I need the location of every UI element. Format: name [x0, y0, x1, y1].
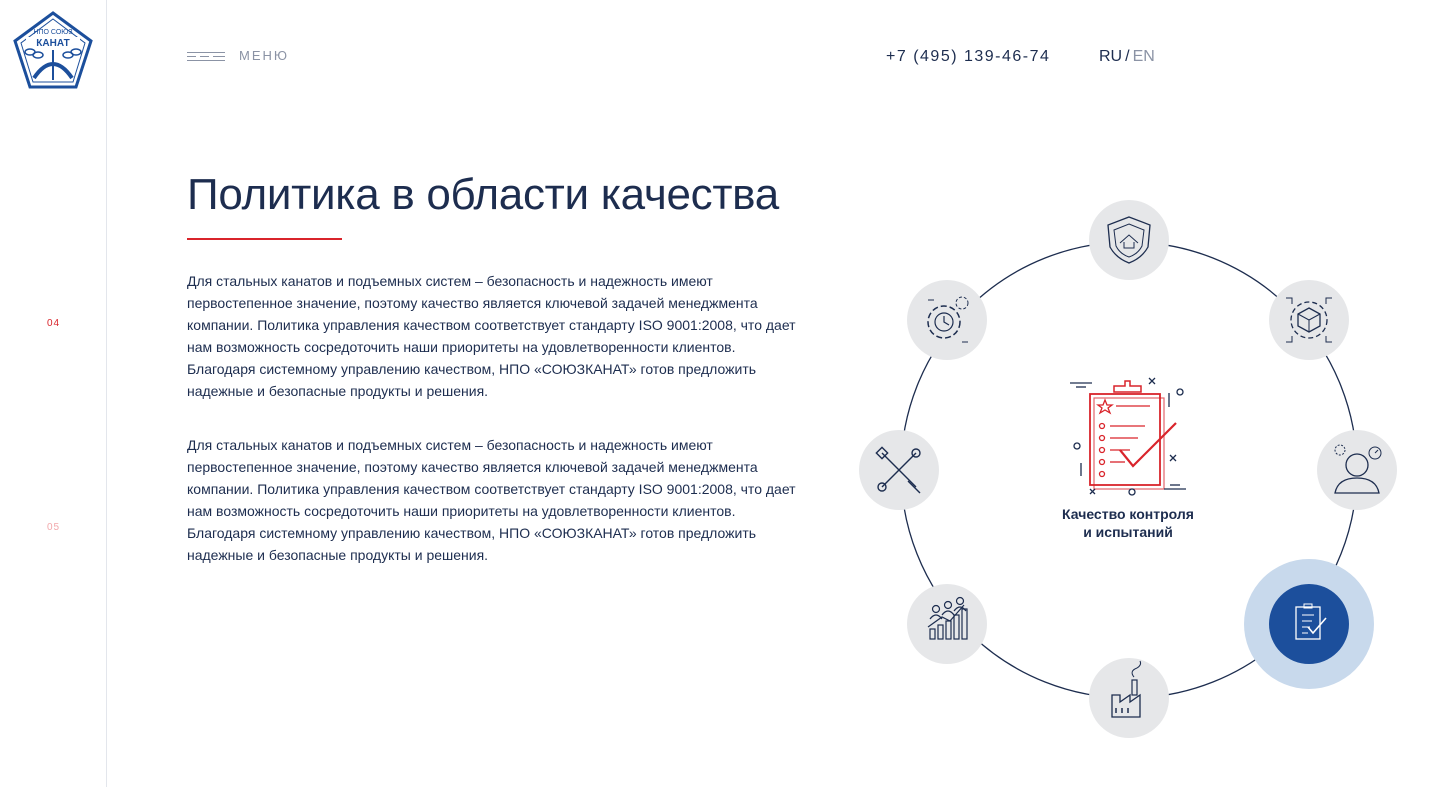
hamburger-icon	[187, 49, 225, 63]
title-underline	[187, 238, 342, 240]
language-switcher	[1099, 48, 1155, 66]
node-team-growth[interactable]	[907, 584, 987, 664]
quality-diagram	[850, 195, 1410, 755]
node-specialist[interactable]	[1317, 430, 1397, 510]
node-process-gear[interactable]	[907, 280, 987, 360]
menu-button[interactable]	[187, 48, 289, 63]
section-indicator-next[interactable]: 05	[47, 522, 61, 533]
sidebar	[0, 0, 107, 787]
menu-label: МЕНЮ	[239, 48, 290, 63]
svg-text:НПО СОЮЗ: НПО СОЮЗ	[33, 29, 73, 36]
body-paragraph-2: Для стальных канатов и подъемных систем – безопасность и надежность имеют первостепенное значение, поэтому качество является ключевой задачей менеджмента компании. Политика управления качеством соответствует стандарту ISO 9001:2008, что дает нам возможность сосредоточить наши приоритеты на удовлетворенности клиентов. Благодаря системному управлению качеством, НПО «СОЮЗКАНАТ» готов предложить надежные и безопасные продукты и решения.	[187, 437, 796, 563]
diagram-center-label: Качество контроля и испытаний	[1062, 506, 1194, 540]
node-product-gear[interactable]	[1269, 280, 1349, 360]
node-security-shield[interactable]	[1089, 200, 1169, 280]
page-title: Политика в области качества	[187, 170, 779, 219]
lang-separator: /	[1125, 48, 1130, 65]
lang-ru[interactable]: RU	[1099, 48, 1123, 65]
body-paragraph-1: Для стальных канатов и подъемных систем – безопасность и надежность имеют первостепенное значение, поэтому качество является ключевой задачей менеджмента компании. Политика управления качеством соответствует стандарту ISO 9001:2008, что дает нам возможность сосредоточить наши приоритеты на удовлетворенности клиентов. Благодаря системному управлению качеством, НПО «СОЮЗКАНАТ» готов предложить надежные и безопасные продукты и решения.	[187, 273, 796, 399]
svg-text:КАНАТ: КАНАТ	[36, 38, 70, 49]
node-quality-control-active[interactable]	[1244, 559, 1374, 689]
lang-en[interactable]: EN	[1132, 48, 1155, 65]
quality-control-clipboard-icon	[1070, 378, 1186, 495]
node-factory[interactable]	[1089, 658, 1169, 738]
company-logo[interactable]	[12, 10, 94, 92]
section-indicator-active[interactable]: 04	[47, 318, 61, 329]
node-tools[interactable]	[859, 430, 939, 510]
phone-link[interactable]: +7 (495) 139-46-74	[886, 48, 1051, 65]
